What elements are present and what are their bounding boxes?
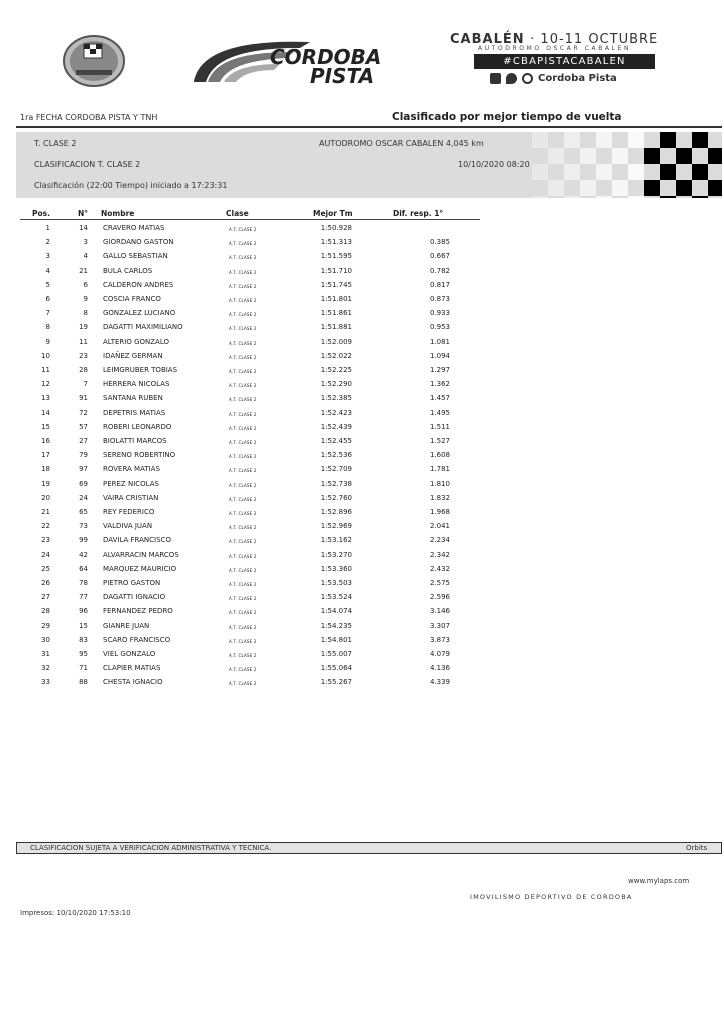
checker-square (628, 132, 644, 148)
row-best-time: 1:54.074 (320, 607, 352, 616)
row-best-time: 1:52.423 (320, 408, 352, 417)
session-label: CLASIFICACION T. CLASE 2 (34, 160, 141, 169)
row-car-number: 71 (79, 664, 88, 673)
row-diff: 2.342 (429, 550, 450, 559)
checker-square (660, 164, 676, 180)
row-class: A.T. CLASE 2 (229, 283, 257, 289)
instagram-icon (522, 73, 533, 84)
row-class: A.T. CLASE 2 (229, 567, 257, 573)
cordoba-pista-logo (190, 38, 400, 86)
checker-square (676, 148, 692, 164)
row-driver-name: LEIMGRUBER TOBIAS (103, 366, 178, 374)
checker-square (660, 132, 676, 148)
row-car-number: 77 (79, 593, 88, 602)
row-position: 1 (45, 224, 50, 232)
row-best-time: 1:55.007 (320, 650, 352, 658)
table-row (0, 380, 480, 394)
table-row (0, 409, 480, 423)
row-best-time: 1:52.760 (320, 493, 352, 502)
row-best-time: 1:53.270 (320, 550, 352, 559)
footer-note: CLASIFICACION SUJETA A VERIFICACION ADMINISTRATIVA Y TECNICA. (30, 844, 272, 852)
row-class: A.T. CLASE 2 (229, 653, 257, 658)
checker-square (596, 196, 612, 198)
row-class: A.T. CLASE 2 (229, 255, 257, 261)
row-class: A.T. CLASE 2 (229, 582, 257, 587)
row-position: 16 (41, 437, 50, 445)
checkered-flag-pattern (532, 132, 722, 198)
table-row (0, 295, 480, 309)
row-position: 31 (41, 650, 50, 658)
category-label: T. CLASE 2 (34, 139, 77, 148)
row-driver-name: DAGATTI MAXIMILIANO (103, 323, 183, 332)
footer-organizer: IMOVILISMO DEPORTIVO DE CORDOBA (470, 893, 633, 901)
checker-square (596, 164, 612, 180)
row-driver-name: IDAÑEZ GERMAN (103, 351, 163, 360)
row-diff: 1.511 (429, 422, 450, 431)
col-header-name: Nombre (101, 209, 135, 218)
table-row (0, 536, 480, 550)
row-diff: 0.782 (429, 266, 450, 275)
row-class: A.T. CLASE 2 (229, 667, 257, 673)
row-driver-name: DEPETRIS MATIAS (103, 408, 166, 417)
checker-square (692, 196, 708, 198)
row-position: 25 (41, 564, 50, 573)
row-class: A.T. CLASE 2 (229, 482, 257, 488)
row-car-number: 64 (79, 564, 88, 573)
row-diff: 1.081 (429, 337, 450, 346)
checker-square (548, 148, 564, 164)
row-best-time: 1:52.439 (320, 422, 352, 431)
row-driver-name: ALTERIO GONZALO (103, 337, 170, 346)
col-header-class: Clase (226, 209, 249, 218)
row-best-time: 1:51.861 (320, 309, 352, 318)
row-best-time: 1:53.524 (320, 593, 352, 602)
row-diff: 4.079 (429, 650, 450, 658)
col-header-pos: Pos. (32, 209, 50, 218)
checker-square (692, 164, 708, 180)
report-title: Clasificado por mejor tiempo de vuelta (392, 111, 622, 123)
row-diff: 0.667 (429, 252, 450, 261)
row-best-time: 1:52.385 (320, 394, 352, 403)
row-car-number: 95 (79, 650, 88, 658)
row-car-number: 57 (79, 422, 88, 431)
row-car-number: 88 (79, 678, 88, 687)
row-diff: 2.596 (429, 593, 450, 602)
row-best-time: 1:52.896 (320, 508, 352, 516)
row-driver-name: ROBERI LEONARDO (103, 422, 172, 431)
table-row (0, 267, 480, 281)
row-car-number: 79 (79, 451, 88, 460)
row-best-time: 1:53.360 (320, 564, 352, 573)
row-position: 8 (45, 323, 50, 332)
row-position: 11 (41, 366, 50, 374)
row-car-number: 15 (79, 621, 88, 630)
row-best-time: 1:52.536 (320, 451, 352, 460)
row-driver-name: CLAPIER MATIAS (103, 664, 161, 673)
checker-square (708, 148, 722, 164)
row-driver-name: GIANRE JUAN (103, 621, 150, 630)
row-diff: 0.817 (429, 280, 450, 289)
row-car-number: 3 (83, 238, 88, 247)
row-car-number: 8 (83, 309, 88, 318)
table-row (0, 352, 480, 366)
row-diff: 2.041 (429, 522, 450, 531)
row-position: 28 (41, 607, 50, 616)
row-class: A.T. CLASE 2 (229, 624, 257, 630)
row-best-time: 1:54.235 (320, 621, 352, 630)
row-car-number: 7 (83, 380, 88, 389)
row-position: 5 (45, 280, 50, 289)
table-row (0, 338, 480, 352)
row-diff: 3.146 (429, 607, 450, 616)
table-row (0, 366, 480, 380)
session-datetime: 10/10/2020 08:20 (458, 160, 530, 169)
row-driver-name: HERRERA NICOLAS (103, 380, 170, 389)
checker-square (644, 148, 660, 164)
row-driver-name: REY FEDERICO (103, 508, 155, 516)
row-car-number: 83 (79, 635, 88, 644)
row-class: A.T. CLASE 2 (229, 298, 257, 303)
svg-text:CORDOBA: CORDOBA (270, 45, 382, 69)
row-best-time: 1:52.009 (320, 337, 352, 346)
row-driver-name: COSCIA FRANCO (103, 295, 161, 303)
row-driver-name: MARQUEZ MAURICIO (103, 564, 177, 573)
row-best-time: 1:55.064 (320, 664, 352, 673)
header-rule (20, 219, 480, 220)
row-car-number: 4 (83, 252, 88, 261)
row-best-time: 1:52.290 (320, 380, 352, 389)
row-diff: 1.094 (429, 351, 450, 360)
row-car-number: 21 (79, 266, 88, 275)
row-car-number: 14 (79, 224, 88, 232)
row-position: 4 (45, 266, 50, 275)
svg-text:PISTA: PISTA (310, 64, 375, 86)
table-row (0, 579, 480, 593)
col-header-diff: Dif. resp. 1° (393, 209, 444, 218)
row-car-number: 28 (79, 366, 88, 374)
table-row (0, 238, 480, 252)
col-header-number: N° (78, 209, 89, 218)
social-links (490, 73, 617, 84)
row-driver-name: ALVARRACIN MARCOS (103, 550, 179, 559)
row-diff: 1.832 (429, 493, 450, 502)
event-title: CABALÉN · 10-11 OCTUBRE (450, 32, 659, 47)
checker-square (596, 132, 612, 148)
row-position: 18 (41, 465, 50, 474)
row-driver-name: BIOLATTI MARCOS (103, 437, 167, 445)
table-row (0, 437, 480, 451)
row-best-time: 1:51.745 (320, 280, 352, 289)
table-row (0, 636, 480, 650)
session-status: Clasificación (22:00 Tiempo) iniciado a 17:23:31 (34, 181, 228, 190)
row-position: 22 (41, 522, 50, 531)
row-diff: 1.495 (429, 408, 450, 417)
row-diff: 1.810 (429, 479, 450, 488)
row-class: A.T. CLASE 2 (229, 638, 257, 644)
row-car-number: 91 (79, 394, 88, 403)
row-class: A.T. CLASE 2 (229, 454, 257, 460)
row-driver-name: CRAVERO MATIAS (103, 224, 165, 232)
row-class: A.T. CLASE 2 (229, 326, 257, 332)
checker-square (532, 132, 548, 148)
row-position: 19 (41, 479, 50, 488)
row-car-number: 11 (79, 337, 88, 346)
row-best-time: 1:51.710 (320, 266, 352, 275)
checker-square (628, 196, 644, 198)
session-info-box (16, 132, 722, 198)
checker-square (612, 180, 628, 196)
row-class: A.T. CLASE 2 (229, 425, 257, 431)
row-driver-name: ROVERA MATIAS (103, 465, 160, 474)
row-position: 10 (41, 351, 50, 360)
checker-square (692, 132, 708, 148)
table-row (0, 494, 480, 508)
row-best-time: 1:51.881 (320, 323, 352, 332)
row-position: 21 (41, 508, 50, 516)
table-row (0, 664, 480, 678)
row-position: 14 (41, 408, 50, 417)
row-class: A.T. CLASE 2 (229, 383, 257, 389)
row-class: A.T. CLASE 2 (229, 496, 257, 502)
checker-square (532, 164, 548, 180)
row-diff: 1.968 (429, 508, 450, 516)
checker-square (676, 180, 692, 196)
row-class: A.T. CLASE 2 (229, 369, 257, 374)
table-row (0, 423, 480, 437)
table-row (0, 224, 480, 238)
row-diff: 4.136 (429, 664, 450, 673)
row-class: A.T. CLASE 2 (229, 610, 257, 616)
row-diff: 4.339 (429, 678, 450, 687)
row-diff: 3.873 (429, 635, 450, 644)
checker-square (644, 180, 660, 196)
row-best-time: 1:53.503 (320, 579, 352, 587)
event-hashtag: #CBAPISTACABALEN (474, 54, 655, 69)
row-driver-name: PIETRO GASTON (103, 579, 161, 587)
row-diff: 2.234 (429, 536, 450, 545)
row-class: A.T. CLASE 2 (229, 596, 257, 602)
row-driver-name: SANTANA RUBEN (103, 394, 163, 403)
row-position: 30 (41, 635, 50, 644)
row-position: 12 (41, 380, 50, 389)
row-driver-name: VIEL GONZALO (103, 650, 156, 658)
row-driver-name: PEREZ NICOLAS (103, 479, 159, 488)
row-best-time: 1:52.969 (320, 522, 352, 531)
row-position: 15 (41, 422, 50, 431)
table-row (0, 678, 480, 692)
table-row (0, 281, 480, 295)
row-driver-name: BULA CARLOS (103, 266, 153, 275)
row-best-time: 1:52.022 (320, 351, 352, 360)
row-best-time: 1:51.313 (320, 238, 352, 247)
table-row (0, 465, 480, 479)
row-diff: 1.362 (429, 380, 450, 389)
row-car-number: 78 (79, 579, 88, 587)
row-diff: 0.953 (429, 323, 450, 332)
row-position: 17 (41, 451, 50, 460)
row-diff: 1.781 (429, 465, 450, 474)
row-diff: 3.307 (429, 621, 450, 630)
social-handle: Cordoba Pista (538, 73, 617, 84)
checker-square (580, 148, 596, 164)
row-driver-name: SERENO ROBERTINO (103, 451, 176, 460)
row-best-time: 1:52.225 (320, 366, 352, 374)
row-position: 29 (41, 621, 50, 630)
row-position: 27 (41, 593, 50, 602)
table-row (0, 565, 480, 579)
row-car-number: 99 (79, 536, 88, 545)
row-position: 6 (45, 295, 50, 303)
footer-website: www.mylaps.com (628, 877, 690, 885)
row-position: 2 (45, 238, 50, 247)
printed-timestamp: Impresos: 10/10/2020 17:53:10 (20, 909, 131, 917)
row-best-time: 1:53.162 (320, 536, 352, 545)
col-header-best-time: Mejor Tm (313, 209, 353, 218)
table-row (0, 522, 480, 536)
row-position: 3 (45, 252, 50, 261)
row-car-number: 19 (79, 323, 88, 332)
row-best-time: 1:52.738 (320, 479, 352, 488)
checker-square (564, 132, 580, 148)
row-class: A.T. CLASE 2 (229, 312, 257, 318)
row-driver-name: VALDIVA JUAN (103, 522, 153, 531)
row-driver-name: GONZALEZ LUCIANO (103, 309, 176, 318)
row-position: 7 (45, 309, 50, 318)
row-car-number: 65 (79, 508, 88, 516)
club-emblem-logo (62, 34, 126, 88)
table-row (0, 622, 480, 636)
venue-label: AUTODROMO OSCAR CABALEN 4,045 km (319, 139, 484, 148)
row-best-time: 1:51.801 (320, 295, 352, 303)
row-class: A.T. CLASE 2 (229, 354, 257, 360)
table-row (0, 607, 480, 621)
table-row (0, 551, 480, 565)
event-venue: AUTODROMO OSCAR CABALEN (478, 45, 632, 52)
row-car-number: 73 (79, 522, 88, 531)
row-car-number: 42 (79, 550, 88, 559)
row-class: A.T. CLASE 2 (229, 411, 257, 417)
table-row (0, 394, 480, 408)
checker-square (628, 164, 644, 180)
row-car-number: 23 (79, 351, 88, 360)
row-diff: 1.297 (429, 366, 450, 374)
checker-square (564, 164, 580, 180)
row-car-number: 6 (83, 280, 88, 289)
row-class: A.T. CLASE 2 (229, 468, 257, 474)
row-driver-name: DAVILA FRANCISCO (103, 536, 171, 545)
row-class: A.T. CLASE 2 (229, 525, 257, 531)
row-driver-name: SCARO FRANCISCO (103, 635, 171, 644)
row-position: 20 (41, 493, 50, 502)
row-class: A.T. CLASE 2 (229, 269, 257, 275)
row-class: A.T. CLASE 2 (229, 511, 257, 516)
row-car-number: 27 (79, 437, 88, 445)
row-best-time: 1:52.709 (320, 465, 352, 474)
table-row (0, 508, 480, 522)
facebook-icon (490, 73, 501, 84)
row-best-time: 1:54.801 (320, 635, 352, 644)
row-diff: 0.385 (429, 238, 450, 247)
row-class: A.T. CLASE 2 (229, 397, 257, 403)
table-row (0, 323, 480, 337)
row-car-number: 24 (79, 493, 88, 502)
row-car-number: 72 (79, 408, 88, 417)
twitter-icon (506, 73, 517, 84)
row-car-number: 97 (79, 465, 88, 474)
table-row (0, 593, 480, 607)
row-class: A.T. CLASE 2 (229, 241, 257, 247)
row-driver-name: DAGATTI IGNACIO (103, 593, 166, 602)
row-car-number: 69 (79, 479, 88, 488)
row-driver-name: VAIRA CRISTIAN (103, 493, 159, 502)
row-position: 26 (41, 579, 50, 587)
row-diff: 1.457 (429, 394, 450, 403)
row-diff: 0.873 (429, 295, 450, 303)
row-best-time: 1:52.455 (320, 437, 352, 445)
row-driver-name: GIORDANO GASTON (103, 238, 174, 247)
checker-square (612, 148, 628, 164)
row-class: A.T. CLASE 2 (229, 340, 257, 346)
row-diff: 2.575 (429, 579, 450, 587)
row-car-number: 96 (79, 607, 88, 616)
row-driver-name: FERNANDEZ PEDRO (103, 607, 173, 616)
row-position: 33 (41, 678, 50, 687)
row-class: A.T. CLASE 2 (229, 681, 257, 687)
checker-square (564, 196, 580, 198)
row-best-time: 1:50.928 (320, 224, 352, 232)
row-driver-name: CHESTA IGNACIO (103, 678, 163, 687)
checker-square (548, 180, 564, 196)
table-row (0, 650, 480, 664)
row-position: 23 (41, 536, 50, 545)
row-diff: 1.527 (429, 437, 450, 445)
row-class: A.T. CLASE 2 (229, 227, 257, 232)
row-class: A.T. CLASE 2 (229, 553, 257, 559)
checker-square (532, 196, 548, 198)
row-driver-name: CALDERON ANDRES (103, 280, 174, 289)
row-driver-name: GALLO SEBASTIAN (103, 252, 168, 261)
table-row (0, 309, 480, 323)
row-position: 9 (45, 337, 50, 346)
row-position: 13 (41, 394, 50, 403)
row-position: 24 (41, 550, 50, 559)
row-position: 32 (41, 664, 50, 673)
table-row (0, 480, 480, 494)
checker-square (580, 180, 596, 196)
row-best-time: 1:55.267 (320, 678, 352, 687)
checker-square (660, 196, 676, 198)
event-name: 1ra FECHA CORDOBA PISTA Y TNH (20, 113, 158, 122)
row-class: A.T. CLASE 2 (229, 440, 257, 445)
row-best-time: 1:51.595 (320, 252, 352, 261)
row-diff: 1.608 (429, 451, 450, 460)
row-diff: 0.933 (429, 309, 450, 318)
row-diff: 2.432 (429, 564, 450, 573)
row-car-number: 9 (83, 295, 88, 303)
footer-brand: Orbits (686, 844, 708, 852)
row-class: A.T. CLASE 2 (229, 539, 257, 545)
checker-square (708, 180, 722, 196)
table-row (0, 252, 480, 266)
table-row (0, 451, 480, 465)
